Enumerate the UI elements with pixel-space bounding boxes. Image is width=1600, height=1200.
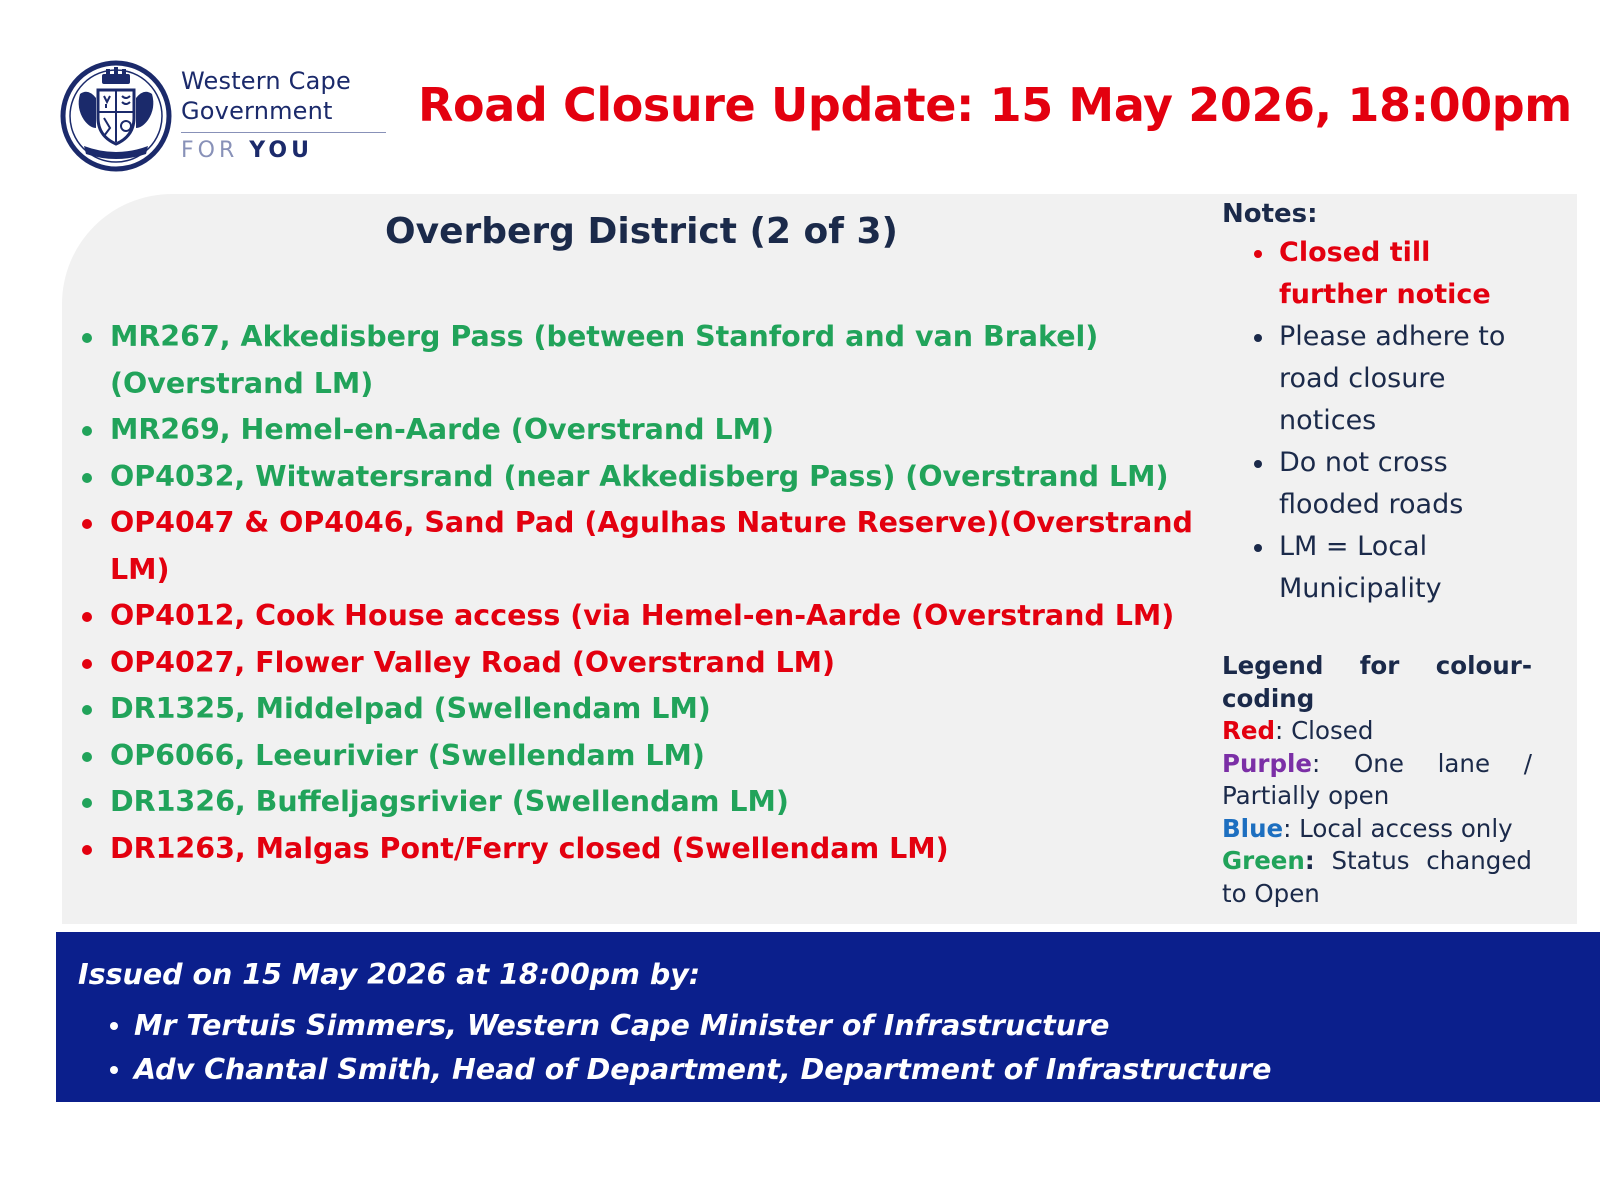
bullet-icon (1254, 250, 1262, 258)
issuer-list (106, 1004, 1271, 1092)
note-item (1222, 526, 1532, 610)
notes-section (1222, 196, 1532, 610)
issued-by-footer (56, 932, 1600, 1102)
bullet-icon (110, 1066, 118, 1074)
road-text: OP4012, Cook House access (via Hemel-en-Aarde (Overstrand LM) (110, 599, 1175, 632)
road-text: MR267, Akkedisberg Pass (between Stanford and van Brakel)(Overstrand LM) (110, 320, 1099, 400)
legend-entry-purple (1222, 748, 1532, 781)
note-item (1222, 442, 1532, 526)
legend-key-blue: Blue (1222, 813, 1284, 843)
issued-statement: Issued on 15 May 2026 at 18:00pm by: (78, 958, 701, 991)
legend-entry-green-continued: to Open (1222, 878, 1320, 908)
note-text: Please adhere to road closure notices (1279, 321, 1506, 436)
legend-key-purple: Purple (1222, 748, 1313, 778)
logo-divider (181, 132, 386, 133)
logo-tagline-for: FOR (181, 138, 239, 163)
logo-tagline (181, 138, 386, 163)
logo-line-government: Government (181, 97, 333, 125)
road-item (78, 314, 1196, 407)
road-text: DR1263, Malgas Pont/Ferry closed (Swellendam LM) (110, 831, 949, 865)
note-text: Closed till further notice (1279, 237, 1491, 310)
legend-title: Legend for colour- (1222, 651, 1532, 680)
district-title: Overberg District (2 of 3) (385, 211, 898, 252)
note-text: LM = Local Municipality (1279, 531, 1442, 604)
road-text: OP4032, Witwatersrand (near Akkedisberg Pass) (Overstrand LM) (110, 459, 1169, 493)
bullet-icon (82, 519, 92, 529)
logo-line-western-cape: Western Cape (181, 67, 351, 95)
bullet-icon (82, 845, 92, 855)
bullet-icon (82, 705, 92, 715)
road-text: MR269, Hemel-en-Aarde (Overstrand LM) (110, 413, 775, 446)
road-text: OP4047 & OP4046, Sand Pad (Agulhas Nature Reserve)(Overstrand LM) (110, 506, 1193, 586)
colour-legend (1222, 650, 1532, 910)
legend-value-purple: : One lane / (1312, 748, 1532, 778)
legend-value-blue: : Local access only (1283, 813, 1513, 843)
bullet-icon (1254, 334, 1262, 342)
road-item (78, 407, 1196, 454)
issuer-item (106, 1004, 1271, 1048)
bullet-icon (82, 333, 92, 343)
road-text: OP6066, Leeurivier (Swellendam LM) (110, 738, 705, 772)
road-item (78, 779, 1196, 826)
bullet-icon (82, 473, 92, 483)
legend-colon-green: : (1304, 846, 1315, 875)
issuer-item (106, 1048, 1271, 1092)
legend-entry-red (1222, 715, 1532, 748)
bullet-icon (82, 612, 92, 622)
road-text: DR1325, Middelpad (Swellendam LM) (110, 692, 711, 725)
notes-list (1222, 232, 1532, 610)
legend-entry-purple-continued: Partially open (1222, 781, 1390, 810)
road-item (78, 826, 1196, 873)
page-title: Road Closure Update: 15 May 2026, 18:00pm (418, 78, 1572, 132)
bullet-icon (110, 1022, 118, 1030)
road-item (78, 733, 1196, 780)
issuer-text: Adv Chantal Smith, Head of Department, Department of Infrastructure (134, 1053, 1272, 1086)
notes-title: Notes: (1222, 199, 1318, 229)
legend-value-green: Status changed (1314, 846, 1532, 875)
legend-value-red: : Closed (1275, 716, 1374, 745)
note-item (1222, 316, 1532, 442)
issuer-text: Mr Tertuis Simmers, Western Cape Minister of Infrastructure (134, 1009, 1110, 1042)
road-item (78, 640, 1196, 687)
coat-of-arms-icon (60, 60, 172, 172)
road-item (78, 593, 1196, 640)
bullet-icon (82, 426, 92, 436)
road-item (78, 454, 1196, 501)
legend-entry-blue (1222, 813, 1532, 846)
road-item (78, 500, 1196, 593)
legend-key-green: Green (1222, 846, 1305, 875)
western-cape-government-logo (60, 60, 390, 175)
logo-tagline-you: YOU (249, 138, 313, 163)
road-list (78, 314, 1196, 872)
logo-wordmark (181, 66, 386, 163)
note-item (1222, 232, 1532, 316)
road-item (78, 686, 1196, 733)
bullet-icon (1254, 460, 1262, 468)
legend-title-continued: coding (1222, 683, 1315, 713)
bullet-icon (82, 752, 92, 762)
note-text: Do not cross flooded roads (1279, 447, 1464, 520)
legend-entry-green (1222, 845, 1532, 878)
bullet-icon (1254, 544, 1262, 552)
bullet-icon (82, 798, 92, 808)
road-text: DR1326, Buffeljagsrivier (Swellendam LM) (110, 785, 789, 818)
road-text: OP4027, Flower Valley Road (Overstrand LM) (110, 645, 836, 679)
bullet-icon (82, 659, 92, 669)
legend-key-red: Red (1222, 716, 1276, 745)
